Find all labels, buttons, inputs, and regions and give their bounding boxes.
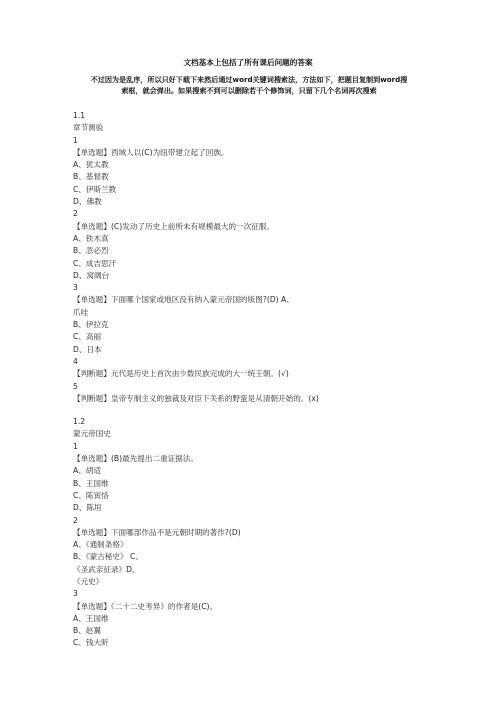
text-line: 蒙元帝国史 [73,429,111,439]
text-line: D、窝阔台 [73,270,110,280]
text-line: 【单选题】西域人以(C)为纽带建立起了回族。 [73,147,229,157]
text-line: 【单选题】(C)发动了历史上前所未有规模最大的一次征服。 [73,221,275,231]
text-line: C、钱大昕 [73,638,109,648]
text-line: A、王国维 [73,613,109,623]
text-line: D、陈垣 [73,503,102,513]
text-line: 《元史》 [73,576,104,586]
text-line: C、伊斯兰教 [73,184,117,194]
text-line: B、基督教 [73,172,109,182]
text-line: D、佛教 [73,197,102,207]
text-line: B、忽必烈 [73,246,109,256]
text-line: 【单选题】(B)最先提出二重证据法。 [73,454,199,464]
text-line: 3 [73,283,78,293]
text-line: 1 [73,441,78,451]
section-gap [73,405,433,416]
intro-note [66,74,432,96]
text-line: 2 [73,209,78,219]
text-line: D、日本 [73,344,102,354]
text-line: 【判断题】皇帝专制主义的独裁及对臣下关系的野蛮是从清朝开始的。(x) [73,393,319,403]
text-line: C、成吉思汗 [73,258,117,268]
text-line: 1.2 [73,417,86,427]
document-body [73,110,433,650]
text-line: A、《通制条格》 [73,540,128,550]
text-line: C、高丽 [73,332,102,342]
text-line: B、伊拉克 [73,320,109,330]
text-line: 爪哇 [73,307,89,317]
text-line: 《圣武亲征录》D、 [73,564,140,574]
intro-line-2: 索框，就会弹出。如果搜索不到可以删除若干个修饰词，只留下几个名词再次搜索 [121,86,377,95]
text-line: B、王国维 [73,478,109,488]
text-line: 2 [73,515,78,525]
text-line: 1 [73,135,78,145]
text-line: 4 [73,356,78,366]
text-line: A、胡适 [73,466,101,476]
text-line: A、犹太教 [73,160,109,170]
text-line: B、《蒙古秘史》 C、 [73,552,143,562]
intro-line-1: 不过因为是乱序，所以只好下载下来然后通过word关键词搜索法，方法如下，把题目复制到word搜 [90,75,408,84]
text-line: C、陈寅恪 [73,490,109,500]
text-line: 【判断题】元代是历史上首次由少数民族完成的大一统王朝。(√) [73,369,289,379]
text-line: B、赵翼 [73,626,101,636]
text-line: 3 [73,589,78,599]
document-title: 文档基本上包括了所有课后问题的答案 [183,58,313,67]
text-line: 5 [73,381,78,391]
text-line: 1.1 [73,111,86,120]
text-line: 【单选题】下面哪个国家或地区没有纳入蒙元帝国的版图?(D) A、 [73,295,294,305]
text-line: 【单选题】《二十二史考异》的作者是(C)。 [73,601,218,611]
text-line: A、铁木真 [73,233,109,243]
text-line: 【单选题】下面哪部作品不是元朝时期的著作?(D) [73,527,241,537]
text-line: 章节测验 [73,123,104,133]
